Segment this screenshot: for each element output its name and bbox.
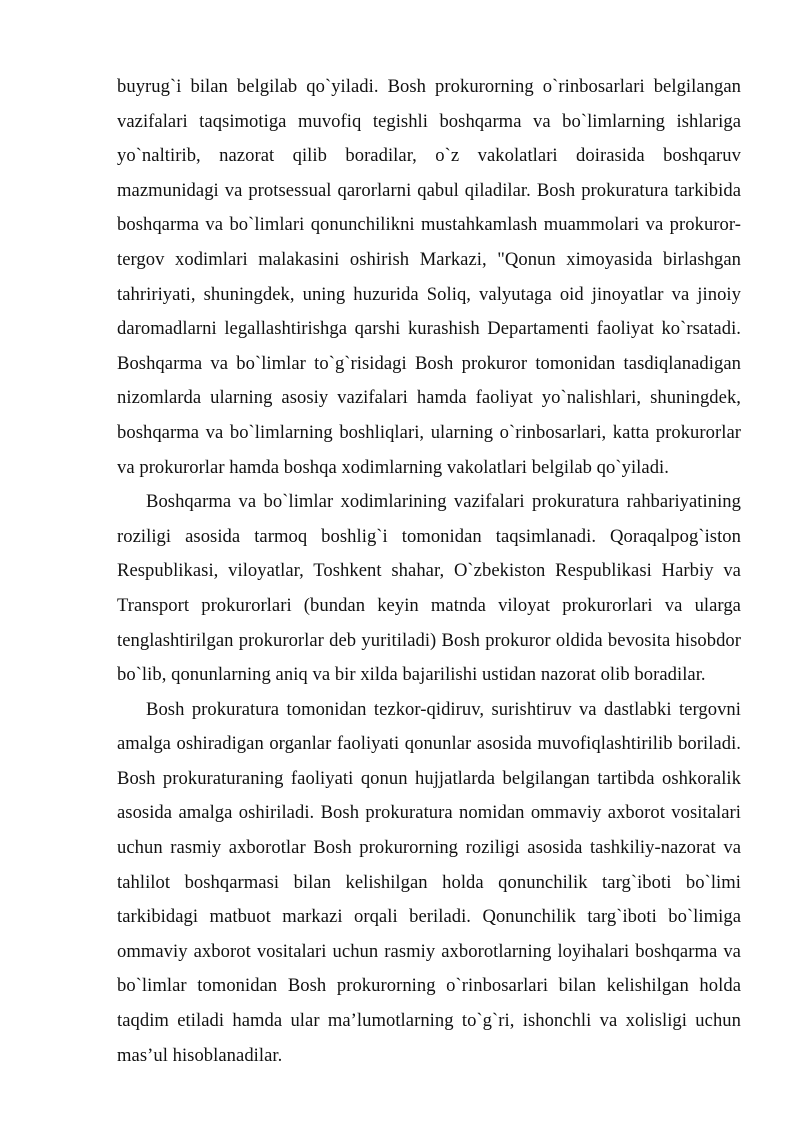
paragraph-2: Boshqarma va bo`limlar xodimlarining vazifalari prokuratura rahbariyatining roziligi asosida tarmoq boshlig`i tomonidan taqsimlanadi. Qoraqalpog`iston Respublikasi, viloyatlar, Toshkent shahar, O`zbekiston Respublikasi Harbiy va Transport prokurorlari (bundan keyin matnda viloyat prokurorlari va ularga tenglashtirilgan prokurorlar deb yuritiladi) Bosh prokuror oldida bevosita hisobdor bo`lib, qonunlarning aniq va bir xilda bajarilishi ustidan nazorat olib boradilar. [117,491,741,686]
paragraph-1: buyrug`i bilan belgilab qo`yiladi. Bosh prokurorning o`rinbosarlari belgilangan vazifalari taqsimotiga muvofiq tegishli boshqarma va bo`limlarning ishlariga yo`naltirib, nazorat qilib boradilar, o`z vakolatlari doirasida boshqaruv mazmunidagi va protsessual qarorlarni qabul qiladilar. Bosh prokuratura tarkibida boshqarma va bo`limlari qonunchilikni mustahkamlash muammolari va prokuror-tergov xodimlari malakasini oshirish Markazi, "Qonun ximoyasida birlashgan tahririyati, shuningdek, uning huzurida Soliq, valyutaga oid jinoyatlar va jinoiy daromadlarni legallashtirishga qarshi kurashish Departamenti faoliyat ko`rsatadi. Boshqarma va bo`limlar to`g`risidagi Bosh prokuror tomonidan tasdiqlanadigan nizomlarda ularning asosiy vazifalari hamda faoliyat yo`nalishlari, shuningdek, boshqarma va bo`limlarning boshliqlari, ularning o`rinbosarlari, katta prokurorlar va prokurorlar hamda boshqa xodimlarning vakolatlari belgilab qo`yiladi. [117,76,741,478]
paragraph-3: Bosh prokuratura tomonidan tezkor-qidiruv, surishtiruv va dastlabki tergovni amalga oshiradigan organlar faoliyati qonunlar asosida muvofiqlashtirilib boriladi. Bosh prokuraturaning faoliyati qonun hujjatlarda belgilangan tartibda oshkoralik asosida amalga oshiriladi. Bosh prokuratura nomidan ommaviy axborot vositalari uchun rasmiy axborotlar Bosh prokurorning roziligi asosida tashkiliy-nazorat va tahlilot boshqarmasi bilan kelishilgan holda qonunchilik targ`iboti bo`limi tarkibidagi matbuot markazi orqali beriladi. Qonunchilik targ`iboti bo`limiga ommaviy axborot vositalari uchun rasmiy axborotlarning loyihalari boshqarma va bo`limlar tomonidan Bosh prokurorning o`rinbosarlari bilan kelishilgan holda taqdim etiladi hamda ular ma’lumotlarning to`g`ri, ishonchli va xolisligi uchun mas’ul hisoblanadilar. [117,698,741,1066]
document-page [117,70,741,1073]
